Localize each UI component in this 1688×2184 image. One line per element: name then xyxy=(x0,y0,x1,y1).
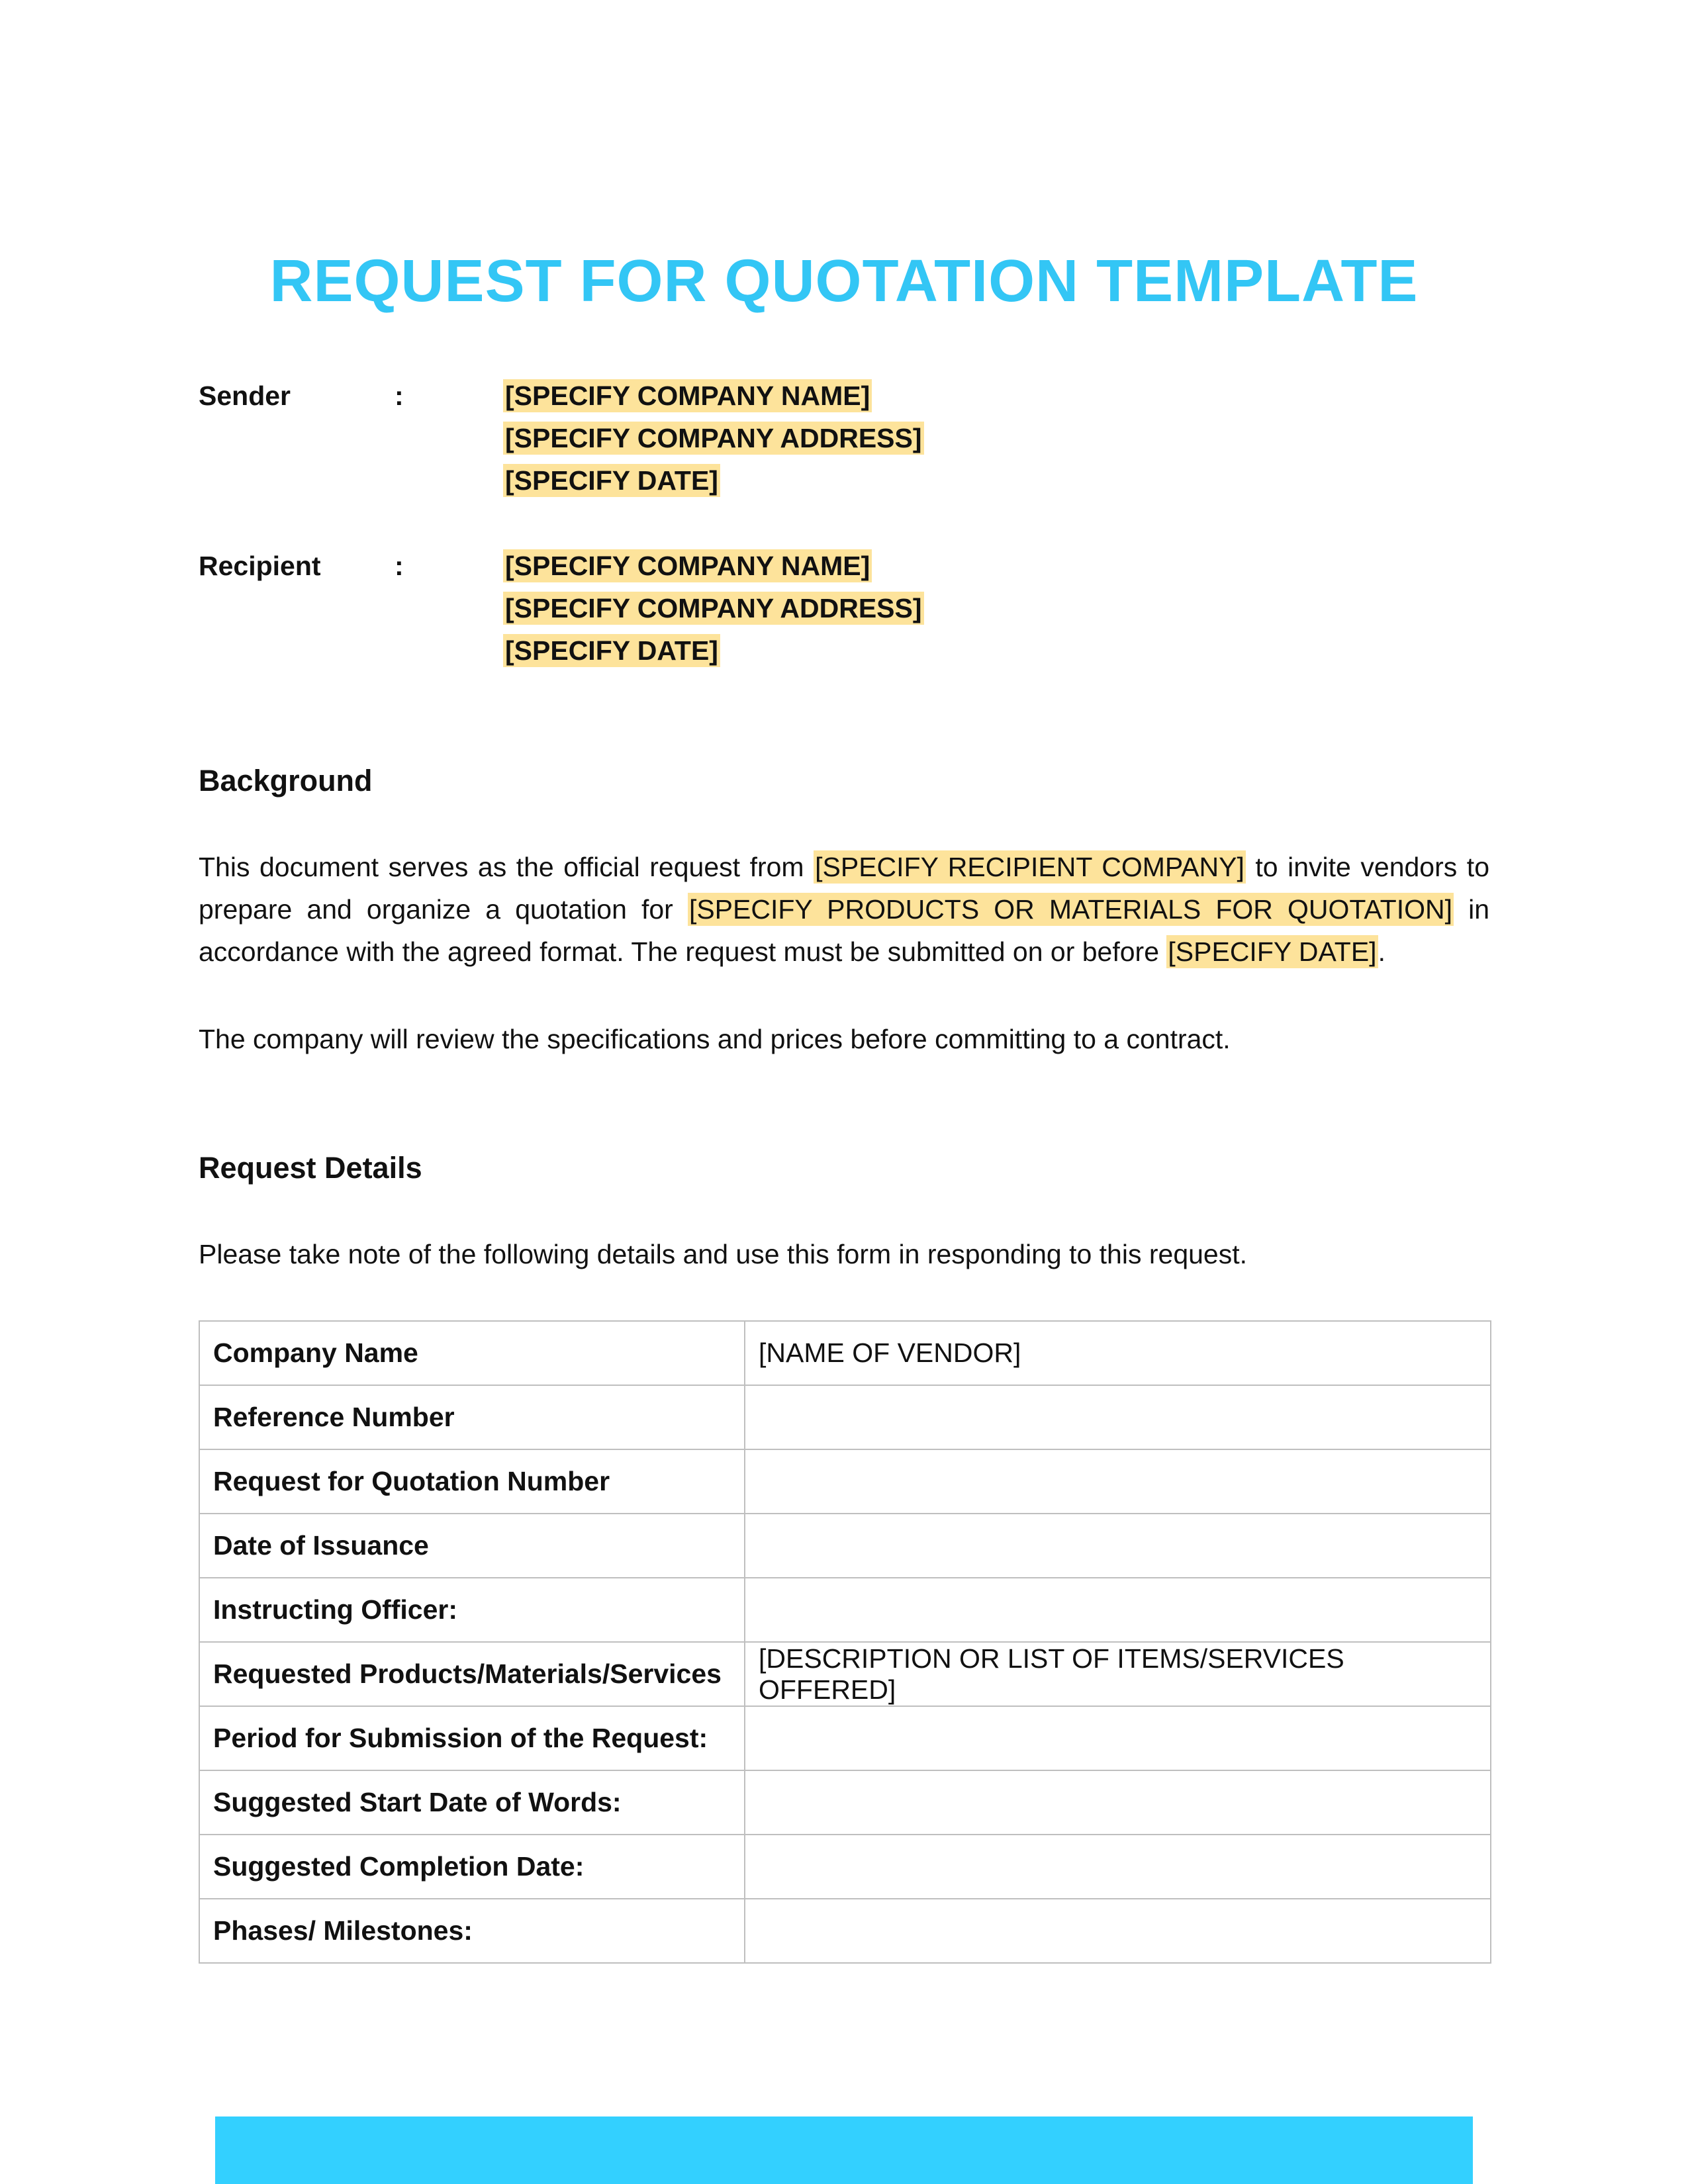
table-row xyxy=(199,1385,1491,1449)
row-value[interactable] xyxy=(745,1385,1491,1449)
row-label: Date of Issuance xyxy=(199,1514,745,1578)
row-label: Company Name xyxy=(199,1321,745,1385)
row-label: Request for Quotation Number xyxy=(199,1449,745,1514)
recipient-lines xyxy=(503,545,924,672)
recipient-label: Recipient xyxy=(199,551,321,581)
table-row xyxy=(199,1642,1491,1706)
row-label: Phases/ Milestones: xyxy=(199,1899,745,1963)
row-value[interactable] xyxy=(745,1835,1491,1899)
request-details-table xyxy=(199,1320,1491,1964)
table-row xyxy=(199,1770,1491,1835)
background-text-3: in accordance with the agreed format. The request must be submitted on or before xyxy=(199,894,1489,967)
sender-date[interactable]: [SPECIFY DATE] xyxy=(503,459,924,502)
table-row xyxy=(199,1899,1491,1963)
background-text-1: This document serves as the official request from xyxy=(199,852,814,882)
page-title: REQUEST FOR QUOTATION TEMPLATE xyxy=(269,248,1419,315)
row-label: Requested Products/Materials/Services xyxy=(199,1642,745,1706)
recipient-company-placeholder[interactable]: [SPECIFY RECIPIENT COMPANY] xyxy=(815,852,1244,882)
background-paragraph xyxy=(199,846,1489,973)
table-row xyxy=(199,1514,1491,1578)
row-value[interactable]: [NAME OF VENDOR] xyxy=(745,1321,1491,1385)
submission-date-placeholder[interactable]: [SPECIFY DATE] xyxy=(1168,936,1377,967)
row-value[interactable] xyxy=(745,1449,1491,1514)
row-label: Suggested Completion Date: xyxy=(199,1835,745,1899)
sender-company-address[interactable]: [SPECIFY COMPANY ADDRESS] xyxy=(503,417,924,459)
row-value[interactable] xyxy=(745,1578,1491,1642)
row-value[interactable] xyxy=(745,1514,1491,1578)
recipient-company-address[interactable]: [SPECIFY COMPANY ADDRESS] xyxy=(503,587,924,629)
review-paragraph: The company will review the specifications and prices before committing to a contract. xyxy=(199,1024,1231,1054)
footer-accent-bar xyxy=(215,2116,1473,2184)
request-details-heading: Request Details xyxy=(199,1151,422,1185)
row-label: Reference Number xyxy=(199,1385,745,1449)
row-label: Suggested Start Date of Words: xyxy=(199,1770,745,1835)
table-row xyxy=(199,1321,1491,1385)
row-value[interactable] xyxy=(745,1706,1491,1770)
background-heading: Background xyxy=(199,764,373,797)
recipient-company-name[interactable]: [SPECIFY COMPANY NAME] xyxy=(503,545,924,587)
products-placeholder[interactable]: [SPECIFY PRODUCTS OR MATERIALS FOR QUOTATION] xyxy=(688,894,1452,925)
table-row xyxy=(199,1835,1491,1899)
table-row xyxy=(199,1578,1491,1642)
recipient-date[interactable]: [SPECIFY DATE] xyxy=(503,629,924,672)
sender-lines xyxy=(503,375,924,502)
sender-colon: : xyxy=(395,381,404,411)
row-label: Instructing Officer: xyxy=(199,1578,745,1642)
background-text-2: to invite vendors to prepare and organize a quotation for xyxy=(199,852,1489,925)
recipient-colon: : xyxy=(395,551,404,581)
row-label: Period for Submission of the Request: xyxy=(199,1706,745,1770)
table-row xyxy=(199,1449,1491,1514)
request-details-intro: Please take note of the following details and use this form in responding to this request. xyxy=(199,1239,1248,1269)
background-text-4: . xyxy=(1378,936,1385,967)
sender-label: Sender xyxy=(199,381,291,411)
row-value[interactable] xyxy=(745,1770,1491,1835)
row-value[interactable] xyxy=(745,1899,1491,1963)
row-value[interactable]: [DESCRIPTION OR LIST OF ITEMS/SERVICES OFFERED] xyxy=(745,1642,1491,1706)
sender-company-name[interactable]: [SPECIFY COMPANY NAME] xyxy=(503,375,924,417)
table-row xyxy=(199,1706,1491,1770)
